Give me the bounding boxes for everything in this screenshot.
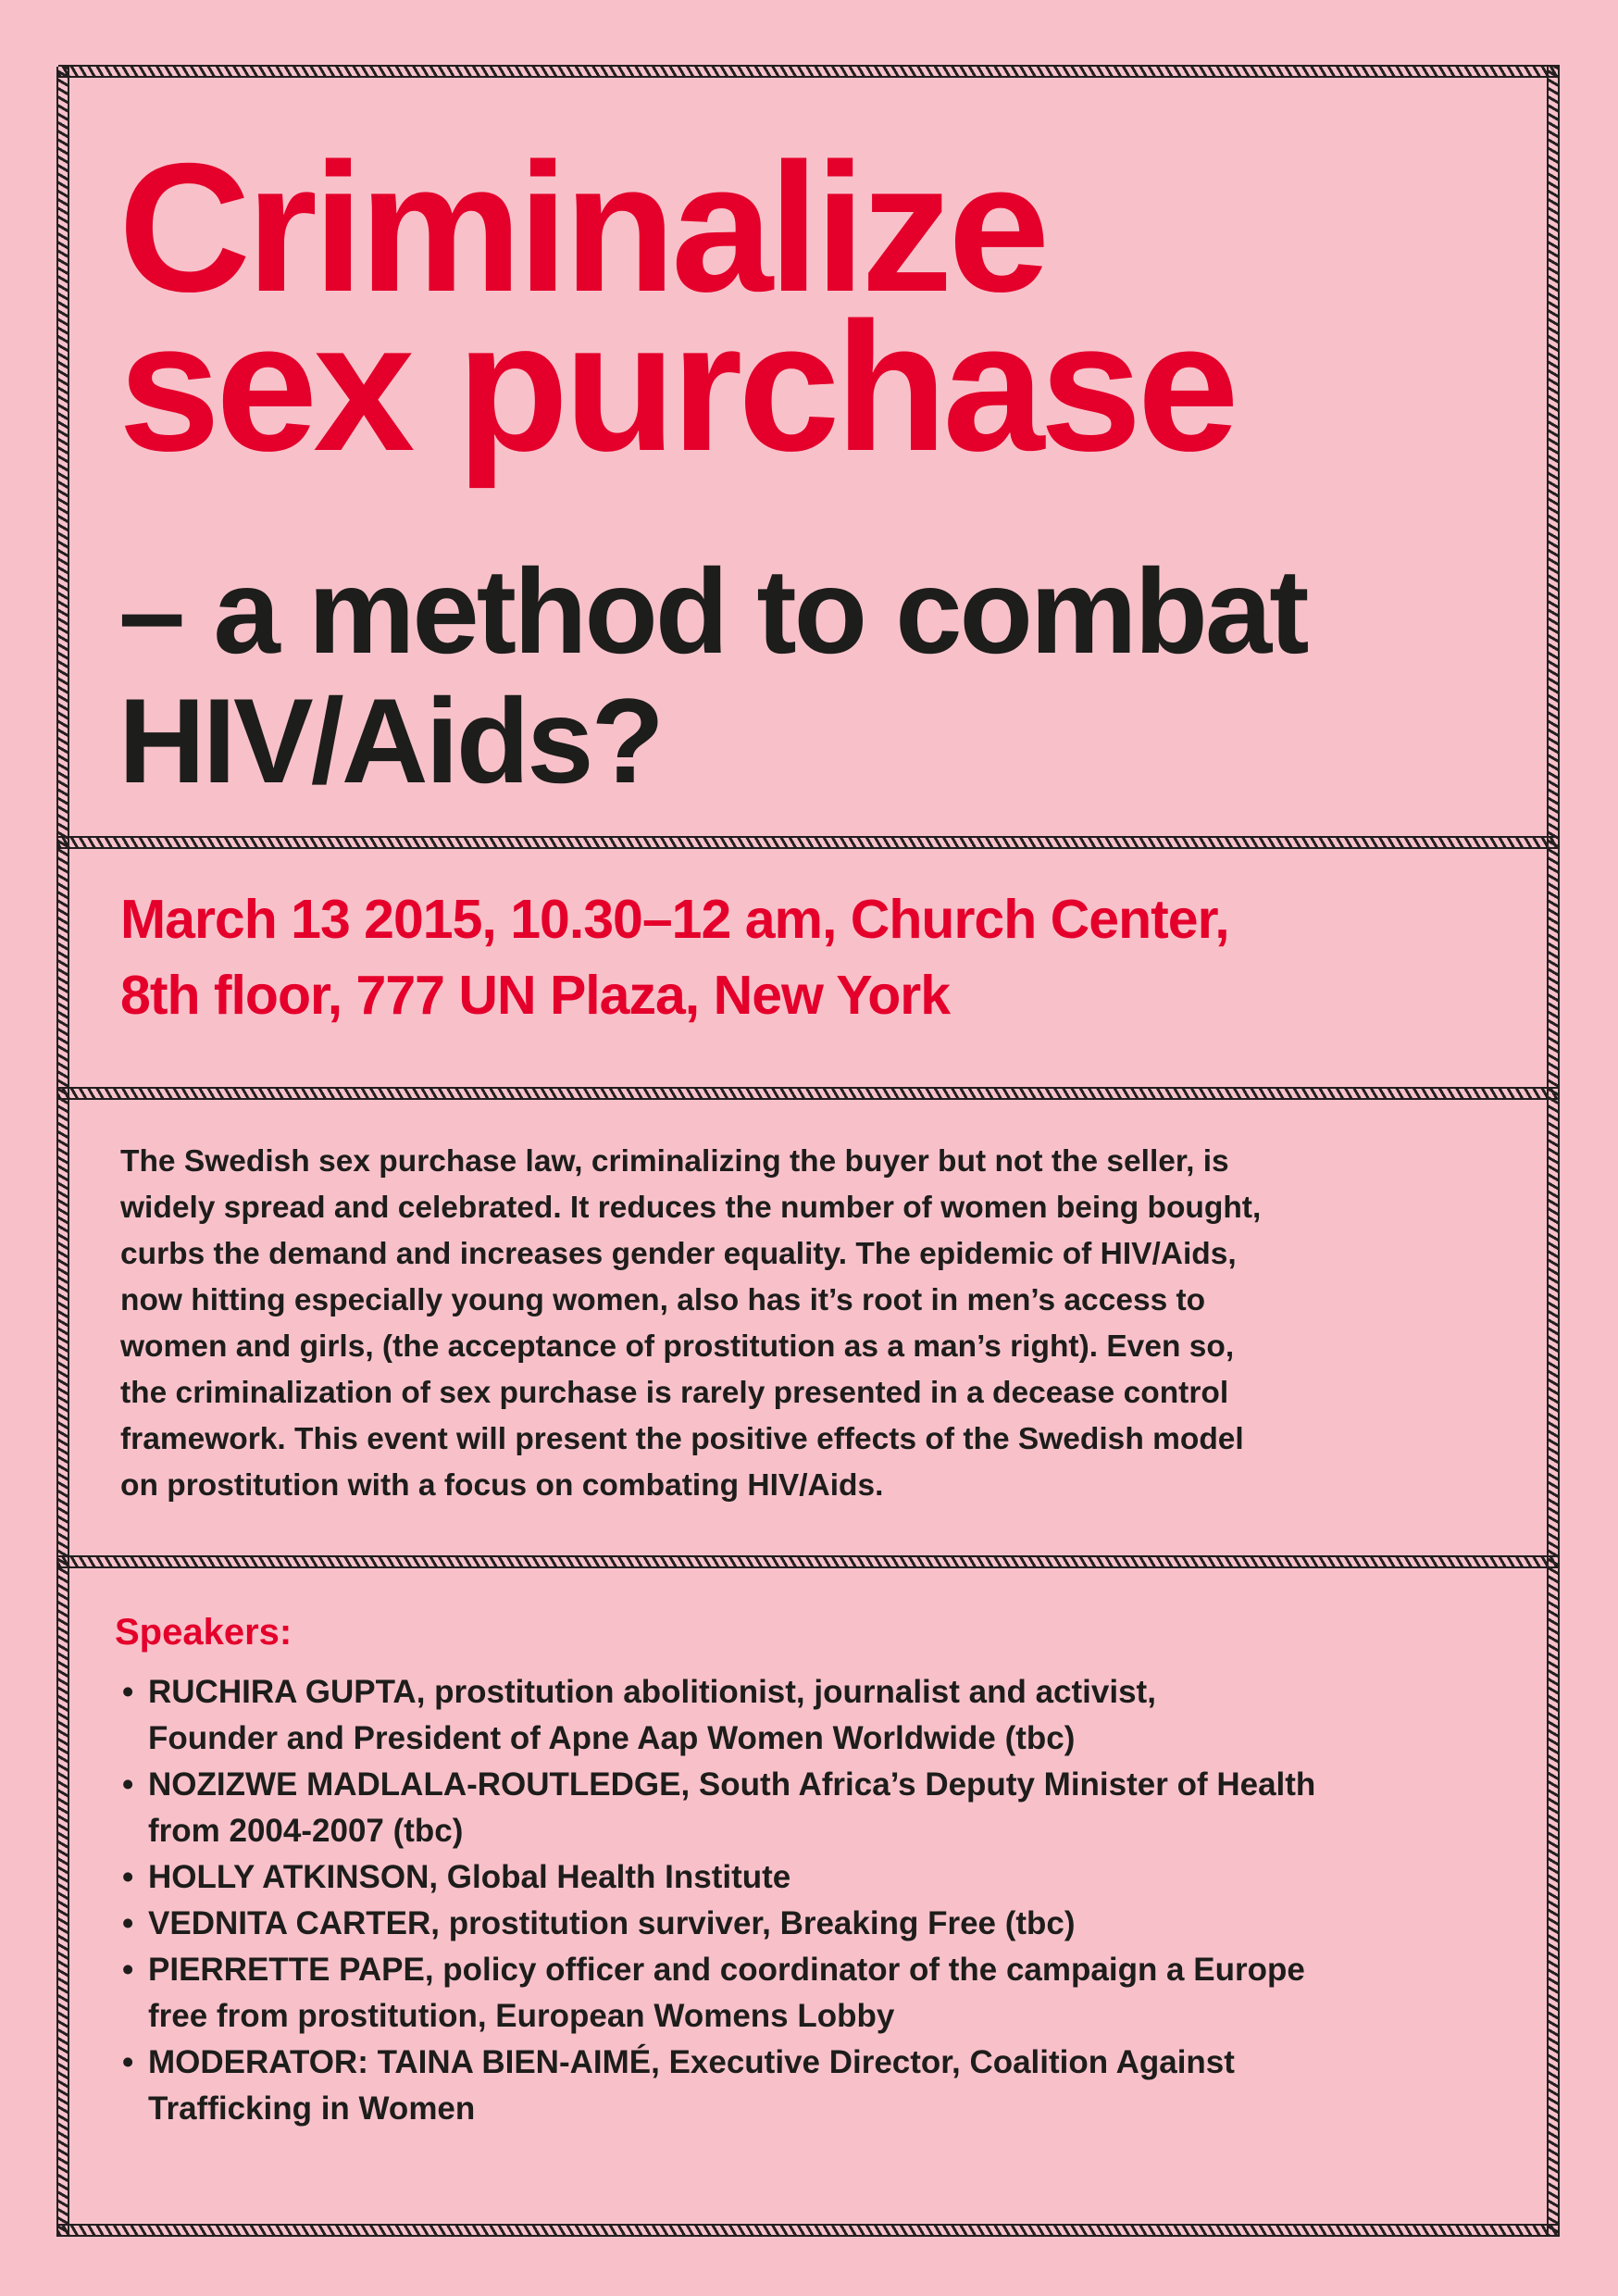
subtitle-line-1: – a method to combat: [118, 543, 1307, 679]
frame-right-border: [1547, 67, 1560, 2237]
divider-description-speakers: [58, 1555, 1560, 1568]
description-line: now hitting especially young women, also has it’s root in men’s access to: [120, 1283, 1206, 1317]
description-line: framework. This event will present the positive effects of the Swedish model: [120, 1422, 1244, 1456]
subtitle-line-2: HIV/Aids?: [118, 673, 662, 808]
speaker-item: [122, 1669, 1529, 1762]
event-description: [120, 1139, 1509, 1509]
frame-left-border: [56, 67, 69, 2237]
speaker-line: Founder and President of Apne Aap Women Worldwide (tbc): [148, 1720, 1076, 1756]
speaker-line: free from prostitution, European Womens Lobby: [148, 1998, 895, 2034]
speaker-line: MODERATOR: TAINA BIEN-AIMÉ, Executive Director, Coalition Against: [148, 2044, 1235, 2080]
description-line: women and girls, (the acceptance of prostitution as a man’s right). Even so,: [120, 1329, 1235, 1364]
divider-title-event: [58, 836, 1560, 849]
speaker-item: [122, 1762, 1529, 1854]
description-line: The Swedish sex purchase law, criminalizing the buyer but not the seller, is: [120, 1144, 1229, 1179]
bullet-icon: •: [122, 1766, 134, 1803]
speaker-line: VEDNITA CARTER, prostitution surviver, Breaking Free (tbc): [148, 1905, 1076, 1941]
main-title: [118, 125, 1235, 489]
speaker-item: [122, 1854, 1529, 1901]
event-location: 8th floor, 777 UN Plaza, New York: [120, 965, 951, 1026]
speakers-heading: Speakers:: [115, 1612, 292, 1653]
speaker-line: from 2004-2007 (tbc): [148, 1813, 464, 1849]
bullet-icon: •: [122, 1905, 134, 1941]
frame-top-border: [58, 65, 1560, 78]
description-line: on prostitution with a focus on combating HIV/Aids.: [120, 1468, 884, 1503]
bullet-icon: •: [122, 1859, 134, 1895]
bullet-icon: •: [122, 2044, 134, 2080]
main-title-line-2: sex purchase: [118, 284, 1235, 489]
bullet-icon: •: [122, 1674, 134, 1710]
speaker-item: [122, 1901, 1529, 1947]
speakers-list: [122, 1669, 1529, 2132]
speaker-line: RUCHIRA GUPTA, prostitution abolitionist, journalist and activist,: [148, 1674, 1156, 1710]
frame-bottom-border: [58, 2224, 1560, 2237]
speaker-line: NOZIZWE MADLALA-ROUTLEDGE, South Africa’s Deputy Minister of Health: [148, 1766, 1316, 1803]
speaker-item: [122, 2040, 1529, 2132]
speaker-line: PIERRETTE PAPE, policy officer and coordinator of the campaign a Europe: [148, 1952, 1305, 1988]
divider-event-description: [58, 1087, 1560, 1100]
subtitle: [118, 543, 1307, 808]
speaker-line: Trafficking in Women: [148, 2090, 476, 2127]
event-date-time: March 13 2015, 10.30–12 am, Church Center,: [120, 889, 1229, 950]
event-details: [120, 881, 1229, 1033]
description-line: curbs the demand and increases gender equality. The epidemic of HIV/Aids,: [120, 1237, 1237, 1271]
description-line: the criminalization of sex purchase is rarely presented in a decease control: [120, 1376, 1229, 1410]
main-title-line-1: Criminalize: [118, 125, 1046, 330]
description-line: widely spread and celebrated. It reduces the number of women being bought,: [120, 1191, 1262, 1225]
speaker-item: [122, 1947, 1529, 2040]
speaker-line: HOLLY ATKINSON, Global Health Institute: [148, 1859, 791, 1895]
bullet-icon: •: [122, 1952, 134, 1988]
